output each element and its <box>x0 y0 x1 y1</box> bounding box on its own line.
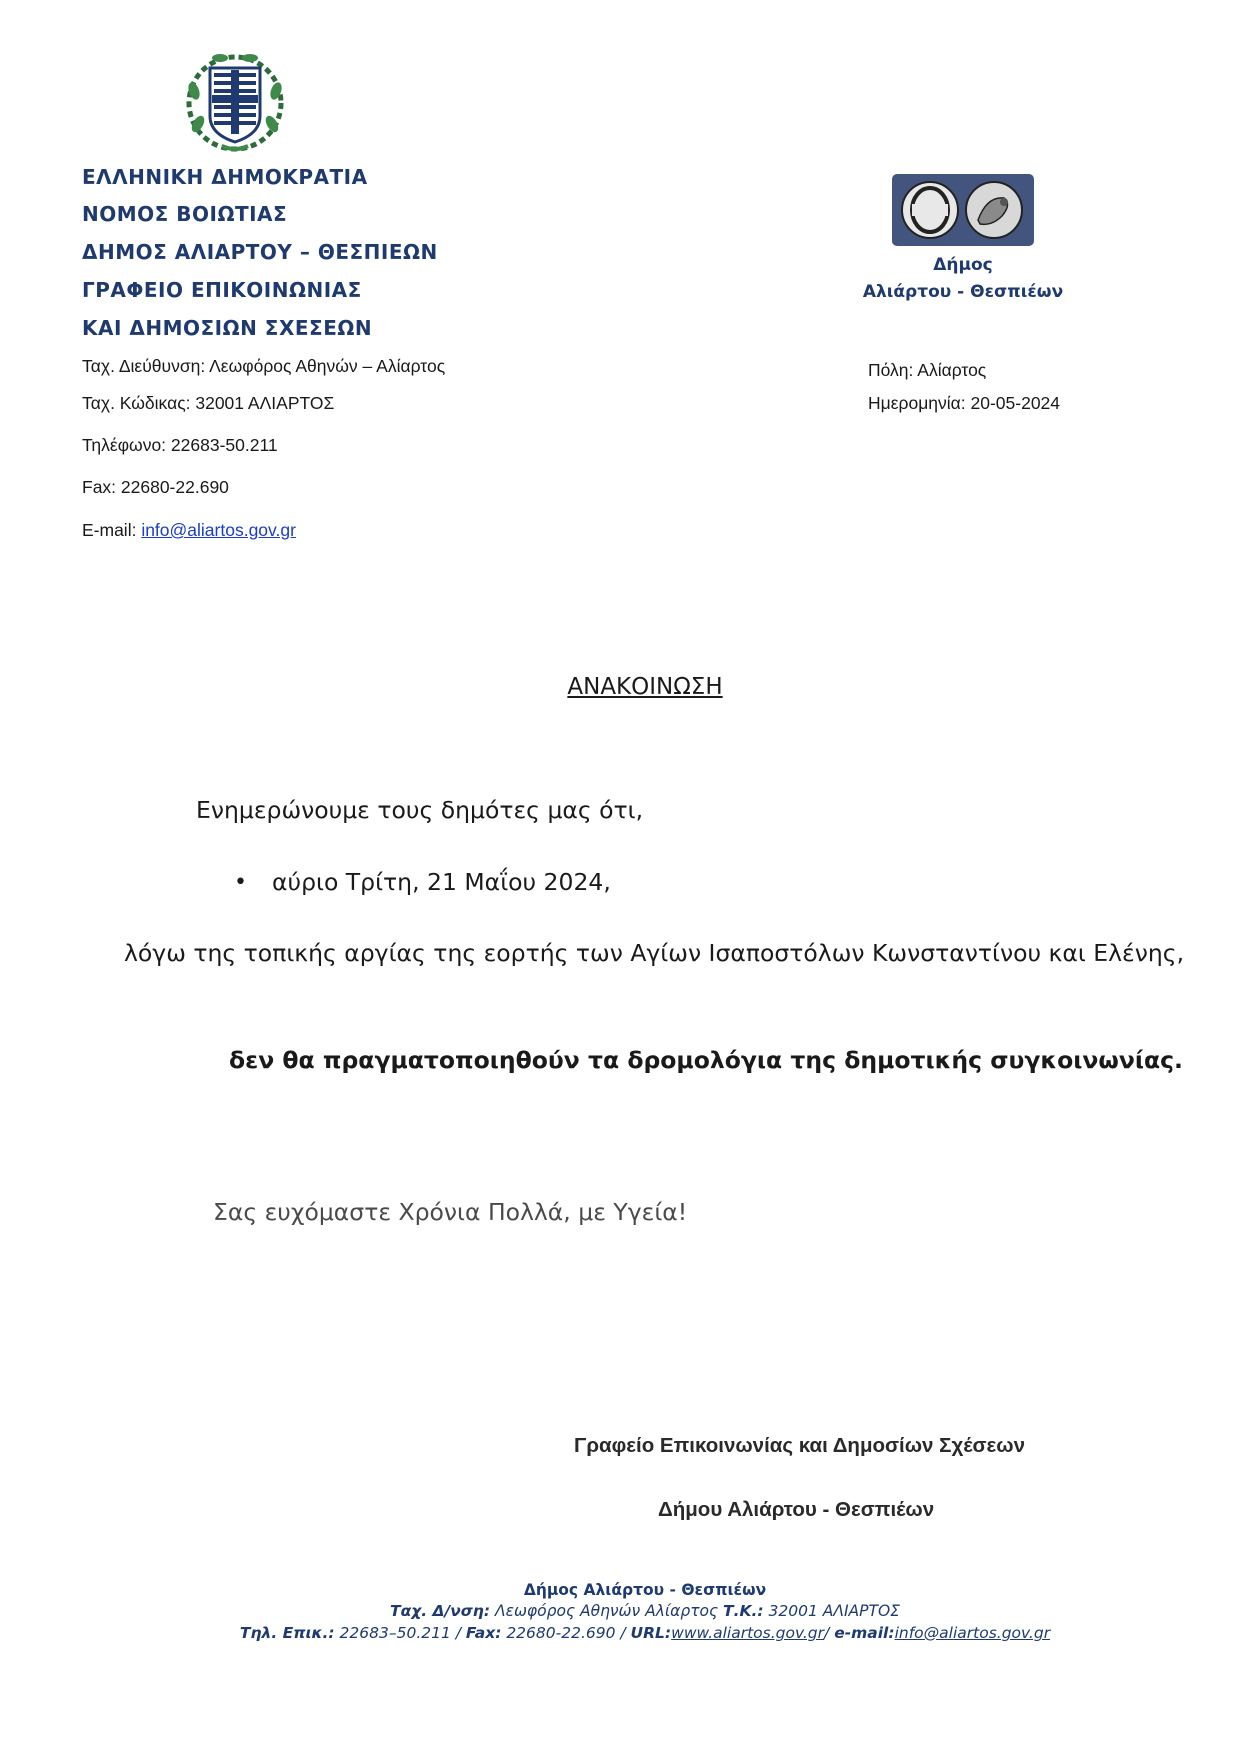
footer-tk-value: 32001 ΑΛΙΑΡΤΟΣ <box>763 1602 900 1620</box>
greek-coat-of-arms-icon <box>180 46 290 156</box>
org-line-office: ΓΡΑΦΕΙΟ ΕΠΙΚΟΙΝΩΝΙΑΣ <box>82 278 362 302</box>
postal-code-line: Ταχ. Κώδικας: 32001 ΑΛΙΑΡΤΟΣ <box>82 393 335 413</box>
footer-email-link[interactable]: info@aliartos.gov.gr <box>894 1624 1051 1642</box>
bullet-date-item: αύριο Τρίτη, 21 Μαΐου 2024, <box>272 868 611 896</box>
signature-office: Γραφείο Επικοινωνίας και Δημοσίων Σχέσεων <box>574 1434 1025 1457</box>
footer-url-link[interactable]: www.aliartos.gov.gr <box>671 1624 825 1642</box>
wishes-paragraph: Σας ευχόμαστε Χρόνια Πολλά, με Υγεία! <box>213 1198 688 1226</box>
email-line <box>82 520 296 541</box>
date-line: Ημερομηνία: 20-05-2024 <box>868 393 1061 413</box>
footer-address-value: Λεωφόρος Αθηνών Αλίαρτος <box>490 1602 724 1620</box>
bullet-symbol: • <box>234 870 247 895</box>
footer-fax-label: Fax: <box>465 1624 502 1642</box>
org-line-office-2: ΚΑΙ ΔΗΜΟΣΙΩΝ ΣΧΕΣΕΩΝ <box>82 316 373 340</box>
footer-tel-value: 22683–50.211 / <box>334 1624 466 1642</box>
address-line: Ταχ. Διεύθυνση: Λεωφόρος Αθηνών – Αλίαρτος <box>82 356 446 376</box>
footer-address-label: Ταχ. Δ/νση: <box>390 1602 491 1620</box>
signature-municipality: Δήμου Αλιάρτου - Θεσπιέων <box>658 1498 935 1521</box>
ancient-coins-logo-icon <box>892 174 1034 246</box>
phone-line: Τηλέφωνο: 22683-50.211 <box>82 435 278 455</box>
footer-url-label: URL: <box>630 1624 672 1642</box>
footer-address-line <box>0 1602 1240 1620</box>
notice-paragraph: δεν θα πραγματοποιηθούν τα δρομολόγια της δημοτικής συγκοινωνίας. <box>229 1046 1183 1074</box>
footer-tk-label: Τ.Κ.: <box>723 1602 764 1620</box>
footer-fax-value: 22680-22.690 / <box>501 1624 631 1642</box>
announcement-title: ΑΝΑΚΟΙΝΩΣΗ <box>567 674 723 700</box>
email-link[interactable]: info@aliartos.gov.gr <box>141 520 296 540</box>
org-line-municipality: ΔΗΜΟΣ ΑΛΙΑΡΤΟΥ – ΘΕΣΠΙΕΩΝ <box>82 240 438 264</box>
reason-paragraph: λόγω της τοπικής αργίας της εορτής των Αγίων Ισαποστόλων Κωνσταντίνου και Ελένης, <box>124 939 1185 967</box>
org-line-prefecture: ΝΟΜΟΣ ΒΟΙΩΤΙΑΣ <box>82 202 288 226</box>
footer-separator: / <box>824 1624 835 1642</box>
city-line: Πόλη: Αλίαρτος <box>868 360 987 380</box>
org-line-republic: ΕΛΛΗΝΙΚΗ ΔΗΜΟΚΡΑΤΙΑ <box>82 165 368 189</box>
footer-tel-label: Τηλ. Επικ.: <box>239 1624 335 1642</box>
footer-contact-line <box>0 1624 1240 1642</box>
fax-line: Fax: 22680-22.690 <box>82 477 229 497</box>
municipality-name-line-2: Αλιάρτου - Θεσπιέων <box>862 282 1064 302</box>
footer-municipality: Δήμος Αλιάρτου - Θεσπιέων <box>523 1581 767 1599</box>
email-label: E-mail: <box>82 520 142 540</box>
intro-paragraph: Ενημερώνουμε τους δημότες μας ότι, <box>196 796 644 824</box>
municipality-name-line-1: Δήμος <box>933 255 993 275</box>
footer-email-label: e-mail: <box>834 1624 895 1642</box>
